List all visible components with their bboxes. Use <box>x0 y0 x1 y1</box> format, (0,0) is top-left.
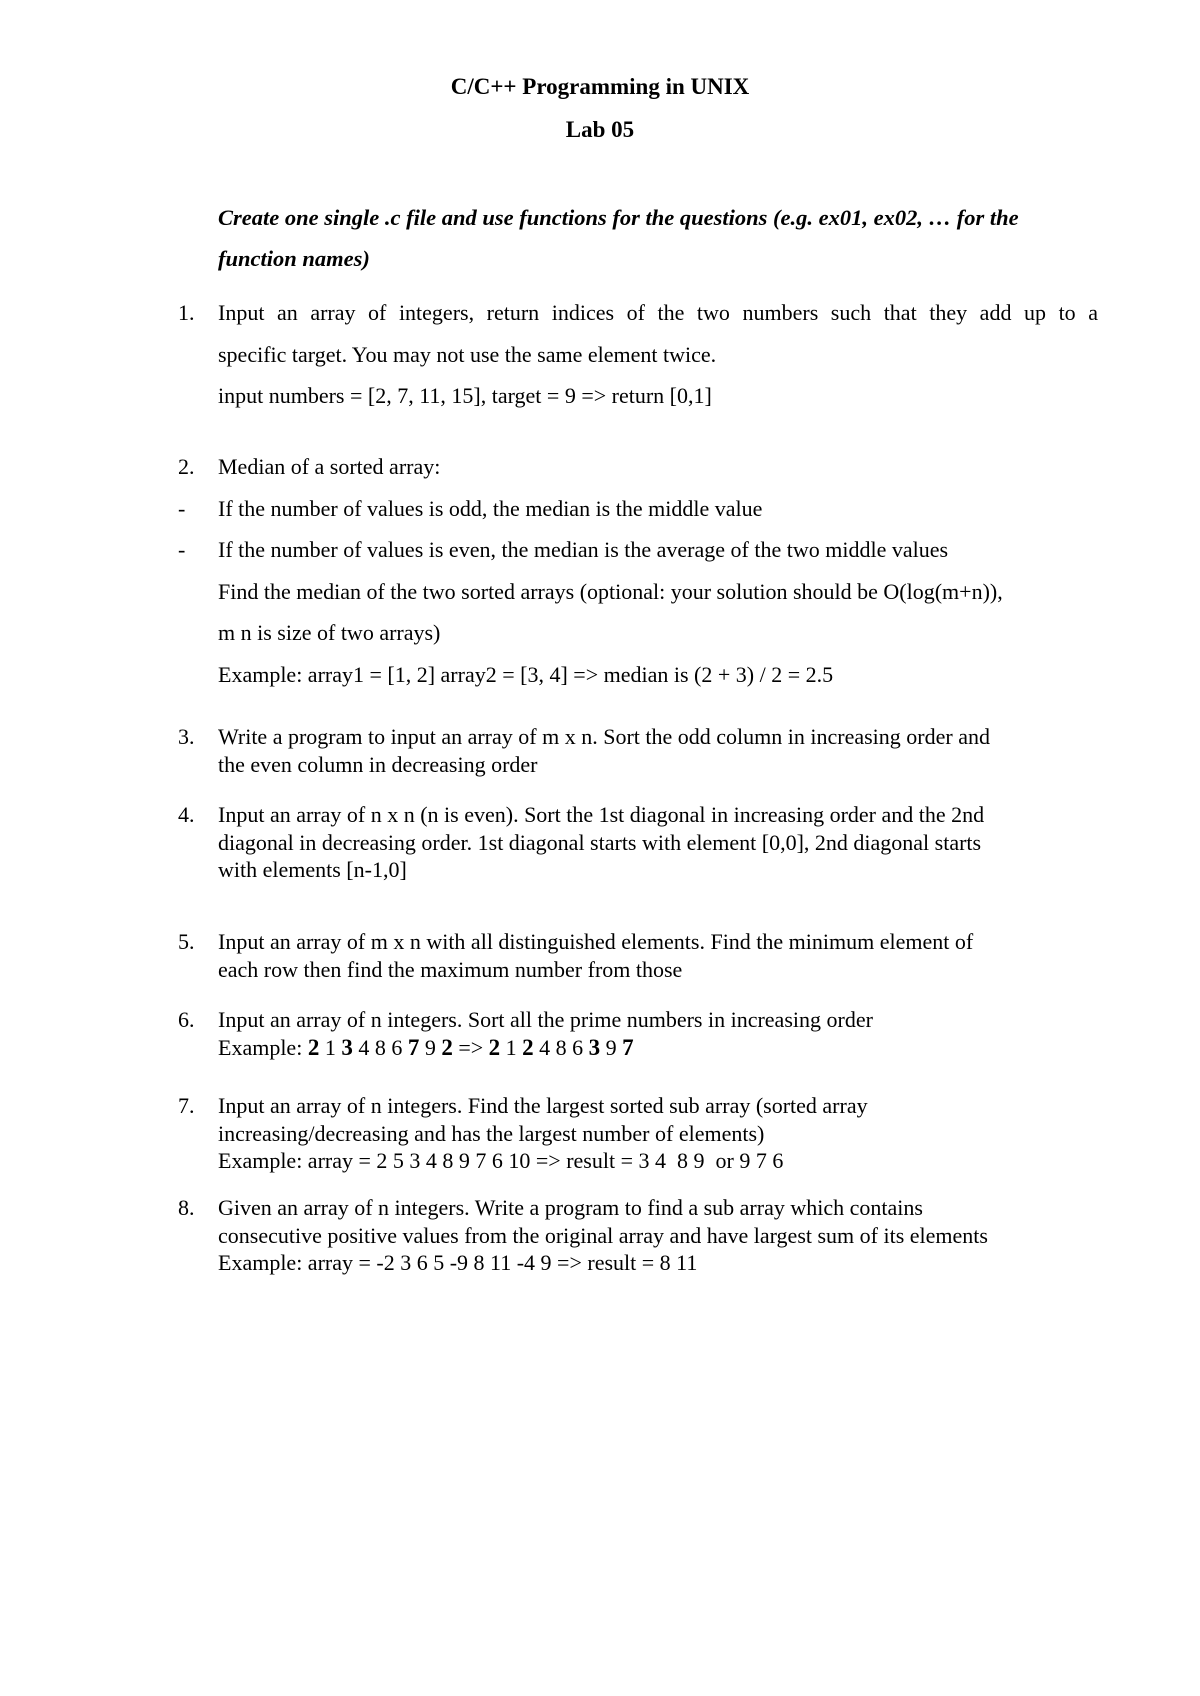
bullet-item <box>178 529 1098 571</box>
question-number: 3. <box>178 724 195 749</box>
example-number: 3 <box>341 1034 353 1060</box>
example-number: 7 <box>622 1034 634 1060</box>
example-number: 3 <box>588 1034 601 1060</box>
example-number: 7 <box>407 1034 420 1060</box>
question-body <box>218 1092 1098 1175</box>
question-line: Given an array of n integers. Write a program to find a sub array which contains <box>218 1195 923 1220</box>
question-line: Input an array of n x n (n is even). Sort the 1st diagonal in increasing order and the 2nd <box>218 802 985 827</box>
question-line: Example: array = 2 5 3 4 8 9 7 6 10 => result = 3 4 8 9 or 9 7 6 <box>218 1148 784 1173</box>
example-number: 2 <box>441 1034 453 1060</box>
example-number: 9 <box>605 1034 617 1060</box>
question-line: consecutive positive values from the original array and have largest sum of its elements <box>218 1222 988 1248</box>
example-number: 8 <box>555 1034 567 1060</box>
question-number: 2. <box>178 454 195 479</box>
question-line: Find the median of the two sorted arrays (optional: your solution should be O(log(m+n)), <box>218 578 1003 604</box>
question-line: Input an array of integers, return indices of the two numbers such that they add up to a <box>218 300 1098 325</box>
example-number: 6 <box>391 1034 403 1060</box>
question-number: 8. <box>178 1195 195 1220</box>
question-line: Input an array of m x n with all distinguished elements. Find the minimum element of <box>218 929 974 954</box>
question-number: 1. <box>178 300 195 325</box>
question-body <box>218 801 1098 884</box>
question-body <box>218 292 1098 417</box>
question-number: 6. <box>178 1007 195 1032</box>
example-output <box>489 1035 634 1060</box>
question-line: Example: array1 = [1, 2] array2 = [3, 4] => median is (2 + 3) / 2 = 2.5 <box>218 661 834 687</box>
example-number: 9 <box>424 1034 436 1060</box>
question-body <box>178 446 1098 695</box>
question-number: 5. <box>178 929 195 954</box>
question-line: Write a program to input an array of m x n. Sort the odd column in increasing order and <box>218 724 990 749</box>
question-line: each row then find the maximum number from those <box>218 956 683 982</box>
instruction-line-1: Create one single .c file and use functions for the questions (e.g. ex01, ex02, … for the <box>218 205 1019 230</box>
bullet-marker: - <box>178 495 186 521</box>
example-line <box>218 1034 1098 1062</box>
example-number: 8 <box>374 1034 386 1060</box>
example-number: 6 <box>572 1034 584 1060</box>
question-line: Input an array of n integers. Find the largest sorted sub array (sorted array <box>218 1093 868 1118</box>
question-line: Example: array = -2 3 6 5 -9 8 11 -4 9 => result = 8 11 <box>218 1250 698 1275</box>
question-line: specific target. You may not use the same element twice. <box>218 341 717 367</box>
example-arrow: => <box>458 1034 484 1060</box>
bullet-text: If the number of values is even, the median is the average of the two middle values <box>218 537 949 562</box>
example-number: 4 <box>358 1034 370 1060</box>
example-input <box>308 1035 453 1060</box>
question-body <box>218 723 1098 778</box>
question-line: m n is size of two arrays) <box>218 620 441 645</box>
example-number: 1 <box>505 1034 517 1060</box>
question-line: increasing/decreasing and has the largest number of elements) <box>218 1120 765 1146</box>
example-number: 2 <box>307 1034 320 1060</box>
bullet-item <box>178 488 1098 530</box>
question-line: diagonal in decreasing order. 1st diagonal starts with element [0,0], 2nd diagonal starts <box>218 829 982 855</box>
question-body <box>218 928 1098 983</box>
question-line: Median of a sorted array: <box>218 454 441 479</box>
example-number: 1 <box>324 1034 336 1060</box>
instruction-line-2: function names) <box>218 246 370 271</box>
question-number: 4. <box>178 802 195 827</box>
bullet-marker: - <box>178 537 186 562</box>
example-number: 4 <box>539 1034 551 1060</box>
lab-title: Lab 05 <box>565 117 635 142</box>
question-number: 7. <box>178 1093 195 1118</box>
example-number: 2 <box>488 1034 501 1060</box>
question-line: input numbers = [2, 7, 11, 15], target = 9 => return [0,1] <box>218 383 712 408</box>
example-prefix: Example: <box>218 1034 308 1060</box>
example-number: 2 <box>522 1034 534 1060</box>
bullet-text: If the number of values is odd, the median is the middle value <box>218 495 763 521</box>
question-body <box>218 1006 1098 1061</box>
question-line: the even column in decreasing order <box>218 751 538 777</box>
question-body <box>218 1194 1098 1277</box>
course-title: C/C++ Programming in UNIX <box>450 74 750 99</box>
question-line: Input an array of n integers. Sort all the prime numbers in increasing order <box>218 1007 873 1032</box>
question-line: with elements [n-1,0] <box>218 857 407 882</box>
